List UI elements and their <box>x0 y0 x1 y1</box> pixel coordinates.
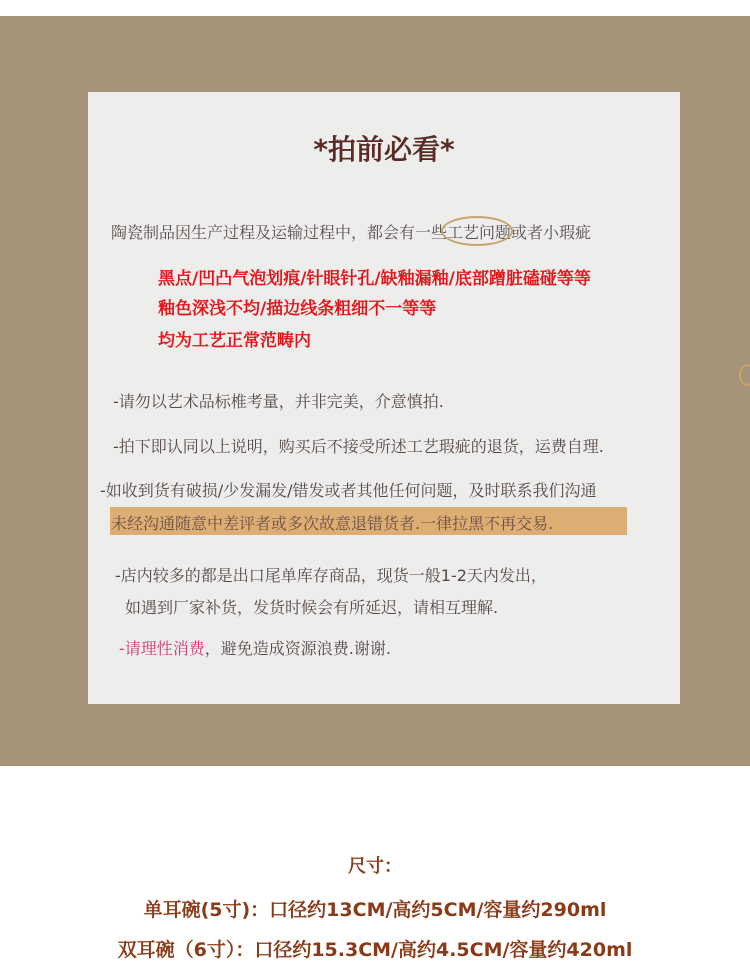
rule-line-3: -如收到货有破损/少发漏发/错发或者其他任何问题，及时联系我们沟通 <box>100 481 597 500</box>
rule-line-7-rest: ，避免造成资源浪费.谢谢. <box>204 639 391 658</box>
intro-text <box>111 220 591 243</box>
size-item-double-ear-bowl: 双耳碗（6寸）：口径约15.3CM/高约4.5CM/容量约420ml <box>117 939 633 961</box>
rule-line-4-highlighted: 未经沟通随意中差评者或多次故意退错货者.一律拉黑不再交易. <box>111 514 554 533</box>
rule-line-1: -请勿以艺术品标椎考量，并非完美，介意慎拍. <box>113 392 444 411</box>
intro-text-before: 陶瓷制品因生产过程及运输过程中，都会有一些 <box>111 223 448 242</box>
defect-line-2: 釉色深浅不均/描边线条粗细不一等等 <box>158 299 437 319</box>
circled-phrase-text: 工艺问题 <box>447 223 512 242</box>
size-item-single-ear-bowl: 单耳碗(5寸)：口径约13CM/高约5CM/容量约290ml <box>143 899 607 921</box>
notice-title: *拍前必看* <box>313 133 455 166</box>
intro-text-after: 或者小瑕疵 <box>511 223 592 242</box>
rule-line-7 <box>119 636 391 659</box>
rule-line-5: -店内较多的都是出口尾单库存商品，现货一般1-2天内发出， <box>115 566 547 585</box>
circled-phrase <box>447 223 511 242</box>
size-heading: 尺寸： <box>348 856 402 877</box>
rule-line-2: -拍下即认同以上说明，购买后不接受所述工艺瑕疵的退货，运费自理. <box>113 437 604 456</box>
defect-line-1: 黑点/凹凸气泡划痕/针眼针孔/缺釉漏釉/底部蹭脏磕碰等等 <box>158 269 591 289</box>
defect-line-3: 均为工艺正常范畴内 <box>158 331 311 351</box>
circle-annotation-mark <box>441 216 513 246</box>
edge-circle-decoration <box>739 364 750 386</box>
rule-line-6: 如遇到厂家补货，发货时候会有所延迟，请相互理解. <box>125 598 499 617</box>
rational-consumption-label: -请理性消费 <box>119 639 205 658</box>
